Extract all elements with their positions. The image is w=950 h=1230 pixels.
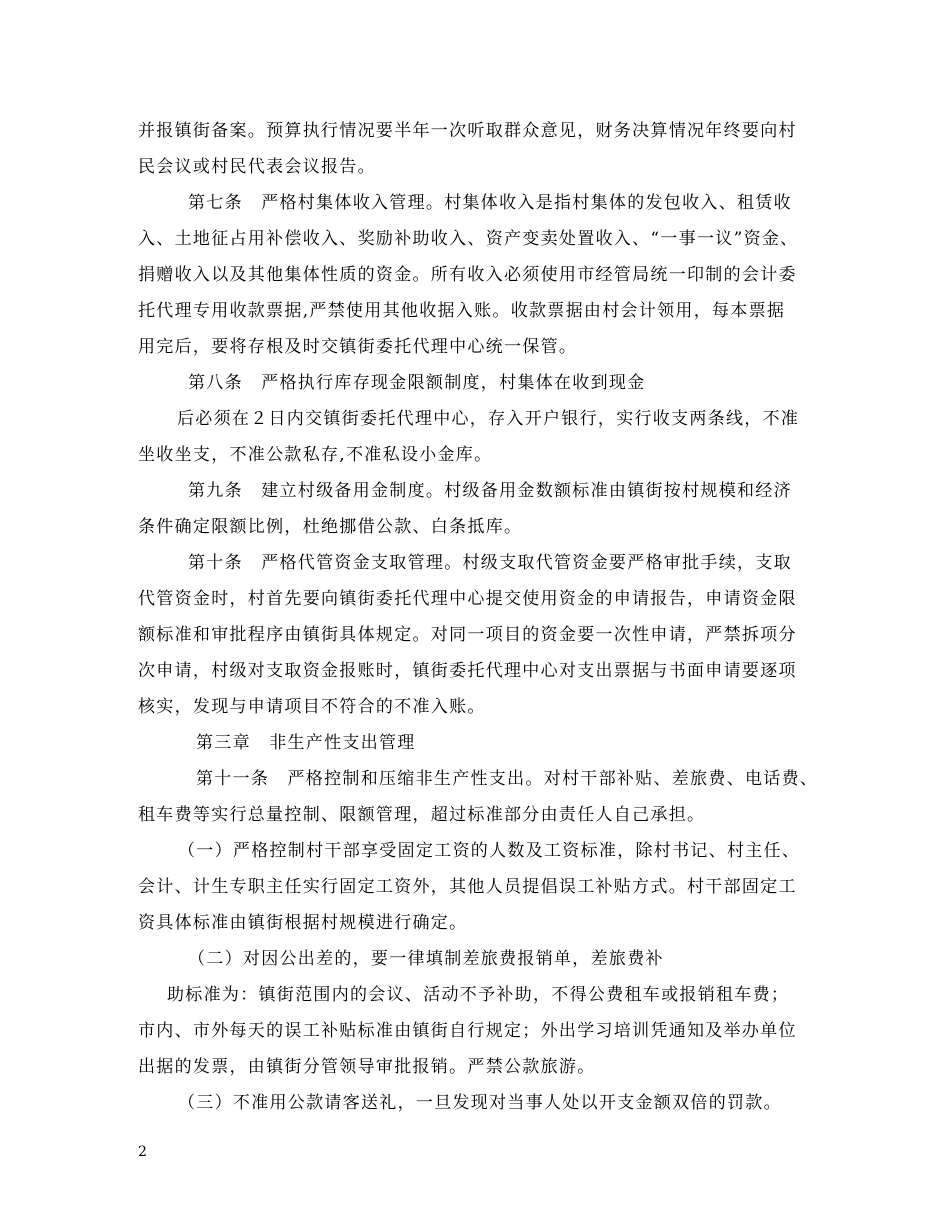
text-line: 民会议或村民代表会议报告。: [138, 157, 376, 177]
article-8-heading-line: 第八条 严格执行库存现金限额制度，村集体在收到现金: [188, 373, 646, 393]
item-3-line: （三）不准用公款请客送礼，一旦发现对当事人处以开支金额双倍的罚款。: [178, 1093, 782, 1113]
text-line: 后必须在２日内交镇街委托代理中心，存入开户银行，实行收支两条线，不准: [177, 409, 800, 429]
text-line: 出据的发票，由镇街分管领导审批报销。严禁公款旅游。: [138, 1057, 596, 1077]
text-line: 用完后，要将存根及时交镇街委托代理中心统一保管。: [138, 337, 578, 357]
item-2-line: （二）对因公出差的，要一律填制差旅费报销单，差旅费补: [188, 949, 664, 969]
text-line: 并报镇街备案。预算执行情况要半年一次听取群众意见，财务决算情况年终要向村: [138, 121, 797, 141]
text-line: 条件确定限额比例，杜绝挪借公款、白条抵库。: [138, 517, 523, 537]
text-line: 代管资金时，村首先要向镇街委托代理中心提交使用资金的申请报告，申请资金限: [138, 589, 797, 609]
page-number: 2: [138, 1144, 147, 1160]
text-line: 市内、市外每天的误工补贴标准由镇街自行规定；外出学习培训凭通知及举办单位: [138, 1021, 797, 1041]
text-line: 坐收坐支，不准公款私存,不准私设小金库。: [138, 445, 493, 465]
text-line: 次申请，村级对支取资金报账时，镇街委托代理中心对支出票据与书面申请要逐项: [138, 661, 797, 681]
article-9-heading-line: 第九条 建立村级备用金制度。村级备用金数额标准由镇街按村规模和经济: [188, 481, 792, 501]
text-line: 核实，发现与申请项目不符合的不准入账。: [138, 697, 486, 717]
text-line: 资具体标准由镇街根据村规模进行确定。: [138, 913, 468, 933]
text-line: 额标准和审批程序由镇街具体规定。对同一项目的资金要一次性申请，严禁拆项分: [138, 625, 797, 645]
article-11-heading-line: 第十一条 严格控制和压缩非生产性支出。对村干部补贴、差旅费、电话费、: [196, 769, 819, 789]
text-line: 会计、计生专职主任实行固定工资外，其他人员提倡误工补贴方式。村干部固定工: [138, 877, 797, 897]
text-line: 入、土地征占用补偿收入、奖励补助收入、资产变卖处置收入、“一事一议”资金、: [138, 229, 799, 249]
text-line: 托代理专用收款票据,严禁使用其他收据入账。收款票据由村会计领用，每本票据: [138, 301, 786, 321]
chapter-3-heading: 第三章 非生产性支出管理: [196, 733, 416, 753]
article-10-heading-line: 第十条 严格代管资金支取管理。村级支取代管资金要严格审批手续，支取: [188, 553, 792, 573]
text-line: 捐赠收入以及其他集体性质的资金。所有收入必须使用市经管局统一印制的会计委: [138, 265, 797, 285]
text-line: 助标准为：镇街范围内的会议、活动不予补助，不得公费租车或报销租车费；: [167, 985, 790, 1005]
item-1-line: （一）严格控制村干部享受固定工资的人数及工资标准，除村书记、村主任、: [178, 841, 801, 861]
text-line: 租车费等实行总量控制、限额管理，超过标准部分由责任人自己承担。: [138, 805, 706, 825]
article-7-heading-line: 第七条 严格村集体收入管理。村集体收入是指村集体的发包收入、租赁收: [188, 193, 792, 213]
